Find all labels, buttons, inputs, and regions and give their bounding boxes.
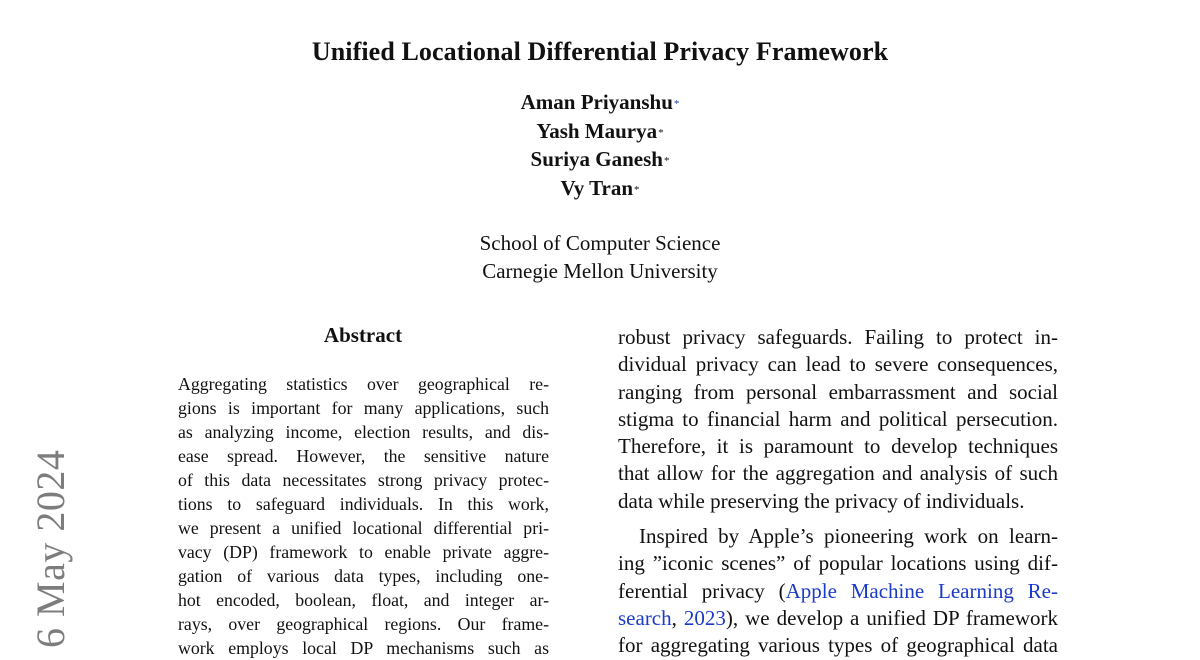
affiliation-school: School of Computer Science	[479, 231, 721, 255]
body-text: ,	[671, 605, 684, 630]
affiliation	[0, 229, 1200, 285]
author-entry	[0, 117, 1200, 146]
body-text: ), we develop a unified DP framework	[725, 605, 1059, 630]
abstract-line: we present a unified locational differential pri-	[178, 518, 549, 538]
abstract-line: gation of various data types, including one-	[178, 566, 549, 586]
abstract-heading: Abstract	[323, 323, 403, 347]
author-name: Yash Maurya	[536, 118, 658, 143]
author-name: Suriya Ganesh	[530, 147, 663, 171]
body-text: ferential privacy (	[618, 578, 786, 603]
body-line: stigma to financial harm and political persecution.	[618, 406, 1058, 431]
author-list	[0, 88, 1200, 202]
body-line	[618, 578, 1058, 605]
abstract-line: work employs local DP mechanisms such as	[178, 638, 549, 658]
citation-link[interactable]: Apple Machine Learning Re-	[785, 578, 1058, 603]
abstract-line: as analyzing income, election results, and dis-	[178, 422, 549, 442]
author-entry	[0, 88, 1200, 117]
abstract-line: vacy (DP) framework to enable private aggre-	[178, 542, 549, 562]
body-line: Inspired by Apple’s pioneering work on learn-	[639, 524, 1058, 549]
abstract-line: gions is important for many applications, such	[178, 398, 549, 418]
equal-contribution-marker: *	[658, 126, 664, 139]
body-paragraph	[618, 324, 1058, 515]
body-line: data while preserving the privacy of individuals.	[618, 488, 1025, 513]
abstract-line: rays, over geographical regions. Our frame-	[178, 614, 549, 634]
affiliation-university: Carnegie Mellon University	[482, 259, 718, 283]
abstract-text	[178, 372, 549, 660]
body-line: robust privacy safeguards. Failing to protect in-	[618, 325, 1058, 349]
body-line: ing ”iconic scenes” of popular locations using dif-	[618, 551, 1058, 576]
citation-year-link[interactable]: 2023	[683, 605, 726, 630]
equal-contribution-marker: *	[663, 155, 670, 167]
author-name: Aman Priyanshu	[520, 90, 673, 114]
abstract-line: hot encoded, boolean, float, and integer ar-	[178, 590, 549, 610]
citation-link[interactable]: search	[618, 605, 672, 630]
body-line: for aggregating various types of geographical data	[618, 633, 1058, 658]
body-line: that allow for the aggregation and analysis of such	[618, 461, 1058, 486]
abstract-line: Aggregating statistics over geographical re-	[178, 374, 549, 394]
abstract-line: of this data necessitates strong privacy protec-	[178, 470, 549, 490]
author-entry	[0, 145, 1200, 174]
equal-contribution-marker[interactable]: *	[673, 98, 680, 110]
body-line: dividual privacy can lead to severe consequences,	[618, 352, 1058, 377]
body-line: Therefore, it is paramount to develop techniques	[618, 434, 1058, 459]
body-line: ranging from personal embarrassment and social	[618, 379, 1058, 404]
body-column-right	[618, 324, 1058, 660]
paper-title: Unified Locational Differential Privacy Framework	[311, 37, 889, 66]
arxiv-date-stamp: 6 May 2024	[28, 449, 73, 648]
abstract-line: ease spread. However, the sensitive nature	[178, 446, 549, 466]
body-paragraph	[618, 523, 1058, 659]
equal-contribution-marker: *	[634, 183, 640, 196]
author-name: Vy Tran	[560, 175, 634, 200]
abstract-line: tions to safeguard individuals. In this work,	[178, 494, 549, 514]
body-line	[618, 605, 1058, 632]
author-entry	[0, 174, 1200, 203]
